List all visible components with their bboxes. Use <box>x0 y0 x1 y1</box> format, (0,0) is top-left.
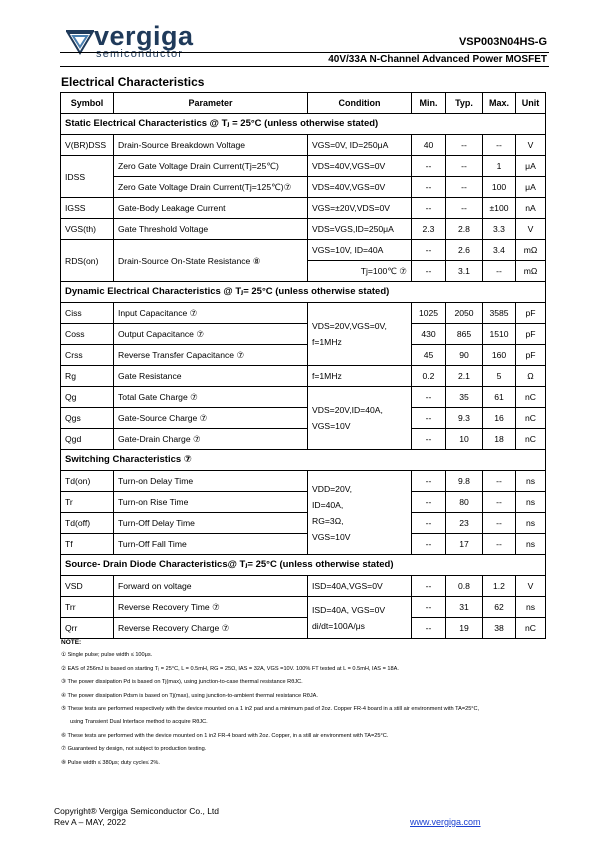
section-title: Electrical Characteristics <box>61 75 205 89</box>
note-item-continued: using Transient Dual Interface method to acquire RθJC. <box>70 719 208 726</box>
table-row: RDS(on) Drain-Source On-State Resistance ⑧ VGS=10V, ID=40A -- 2.6 3.4 mΩ <box>61 240 546 261</box>
table-header-row <box>61 93 546 114</box>
logo-word: vergiga <box>94 21 194 51</box>
col-header: Max. <box>483 93 516 114</box>
note-item: ① Single pulse; pulse width ≤ 100μs. <box>61 652 153 659</box>
table-row: Tf Turn-Off Fall Time -- 17 -- ns <box>61 534 546 555</box>
table-row: Td(on) Turn-on Delay Time VDD=20V, ID=40A, RG=3Ω, VGS=10V -- 9.8 -- ns <box>61 471 546 492</box>
table-row: Qgs Gate-Source Charge ⑦ -- 9.3 16 nC <box>61 408 546 429</box>
col-header: Typ. <box>446 93 483 114</box>
website-link[interactable]: www.vergiga.com <box>410 817 481 827</box>
section-row: Static Electrical Characteristics @ Tⱼ = 25°C (unless otherwise stated) <box>61 114 546 135</box>
table-row: IDSS Zero Gate Voltage Drain Current(Tj=25℃) VDS=40V,VGS=0V -- -- 1 μA <box>61 156 546 177</box>
col-header: Parameter <box>114 93 308 114</box>
col-header: Symbol <box>61 93 114 114</box>
table-row: Crss Reverse Transfer Capacitance ⑦ 45 90 160 pF <box>61 345 546 366</box>
table-row: Ciss Input Capacitance ⑦ VDS=20V,VGS=0V, f=1MHz 1025 2050 3585 pF <box>61 303 546 324</box>
footer <box>54 806 219 828</box>
section-row: Source- Drain Diode Characteristics@ Tⱼ= 25°C (unless otherwise stated) <box>61 555 546 576</box>
note-item: ④ The power dissipation Pdsm is based on Tj(max), using junction-to-ambient thermal resistance RθJA. <box>61 692 318 699</box>
note-item: ② EAS of 256mJ is based on starting Tⱼ = 25°C, L = 0.5mH, RG = 25Ω, IAS = 32A, VGS =10V. 100% FT tested at L = 0.5mH, IAS = 18A. <box>61 665 399 672</box>
note-item: ⑤ These tests are performed respectively with the device mounted on a 1 in2 pad and a minimum pad of 2oz. Copper FR-4 board in a still air environment with TA=25°C, <box>61 706 480 713</box>
table-row: Td(off) Turn-Off Delay Time -- 23 -- ns <box>61 513 546 534</box>
product-subtitle: 40V/33A N-Channel Advanced Power MOSFET <box>328 54 547 65</box>
col-header: Unit <box>516 93 546 114</box>
notes-block <box>61 636 551 770</box>
note-item: ⑥ These tests are performed with the device mounted on 1 in2 FR-4 board with 2oz. Copper, in a still air environment with TA=25°C. <box>61 732 389 739</box>
part-number: VSP003N04HS-G <box>458 36 547 48</box>
logo-subtitle: semiconductor <box>96 48 184 60</box>
revision-text: Rev A – MAY, 2022 <box>54 817 126 827</box>
electrical-characteristics-table <box>60 92 546 639</box>
col-header: Condition <box>308 93 412 114</box>
table-row: Coss Output Capacitance ⑦ 430 865 1510 pF <box>61 324 546 345</box>
table-row: Qrr Reverse Recovery Charge ⑦ -- 19 38 nC <box>61 618 546 639</box>
table-row: IGSS Gate-Body Leakage Current VGS=±20V,VDS=0V -- -- ±100 nA <box>61 198 546 219</box>
company-logo <box>66 21 196 61</box>
table-row: Trr Reverse Recovery Time ⑦ ISD=40A, VGS=0V di/dt=100A/μs -- 31 62 ns <box>61 597 546 618</box>
col-header: Min. <box>412 93 446 114</box>
note-item: ③ The power dissipation Pd is based on Tj(max), using junction-to-case thermal resistance RθJC. <box>61 679 303 686</box>
table-row: Qgd Gate-Drain Charge ⑦ -- 10 18 nC <box>61 429 546 450</box>
note-item: ⑧ Pulse width ≤ 380μs; duty cycle≤ 2%. <box>61 759 160 766</box>
note-item: ⑦ Guaranteed by design, not subject to production testing. <box>61 746 207 753</box>
table-row: Zero Gate Voltage Drain Current(Tj=125℃)⑦ VDS=40V,VGS=0V -- -- 100 μA <box>61 177 546 198</box>
table-row: VGS(th) Gate Threshold Voltage VDS=VGS,ID=250μA 2.3 2.8 3.3 V <box>61 219 546 240</box>
copyright-text: Copyright® Vergiga Semiconductor Co., Ltd <box>54 806 220 816</box>
section-row: Dynamic Electrical Characteristics @ Tⱼ= 25°C (unless otherwise stated) <box>61 282 546 303</box>
section-row: Switching Characteristics ⑦ <box>61 450 546 471</box>
table-row: Tr Turn-on Rise Time -- 80 -- ns <box>61 492 546 513</box>
header-rule <box>60 52 549 53</box>
table-row: Tj=100℃ ⑦ -- 3.1 -- mΩ <box>61 261 546 282</box>
table-row: Rg Gate Resistance f=1MHz 0.2 2.1 5 Ω <box>61 366 546 387</box>
table-row: VSD Forward on voltage ISD=40A,VGS=0V -- 0.8 1.2 V <box>61 576 546 597</box>
table-row: V(BR)DSS Drain-Source Breakdown Voltage VGS=0V, ID=250μA 40 -- -- V <box>61 135 546 156</box>
notes-title: NOTE: <box>61 639 82 646</box>
table-row: Qg Total Gate Charge ⑦ VDS=20V,ID=40A, VGS=10V -- 35 61 nC <box>61 387 546 408</box>
header-rule-2 <box>60 66 549 67</box>
